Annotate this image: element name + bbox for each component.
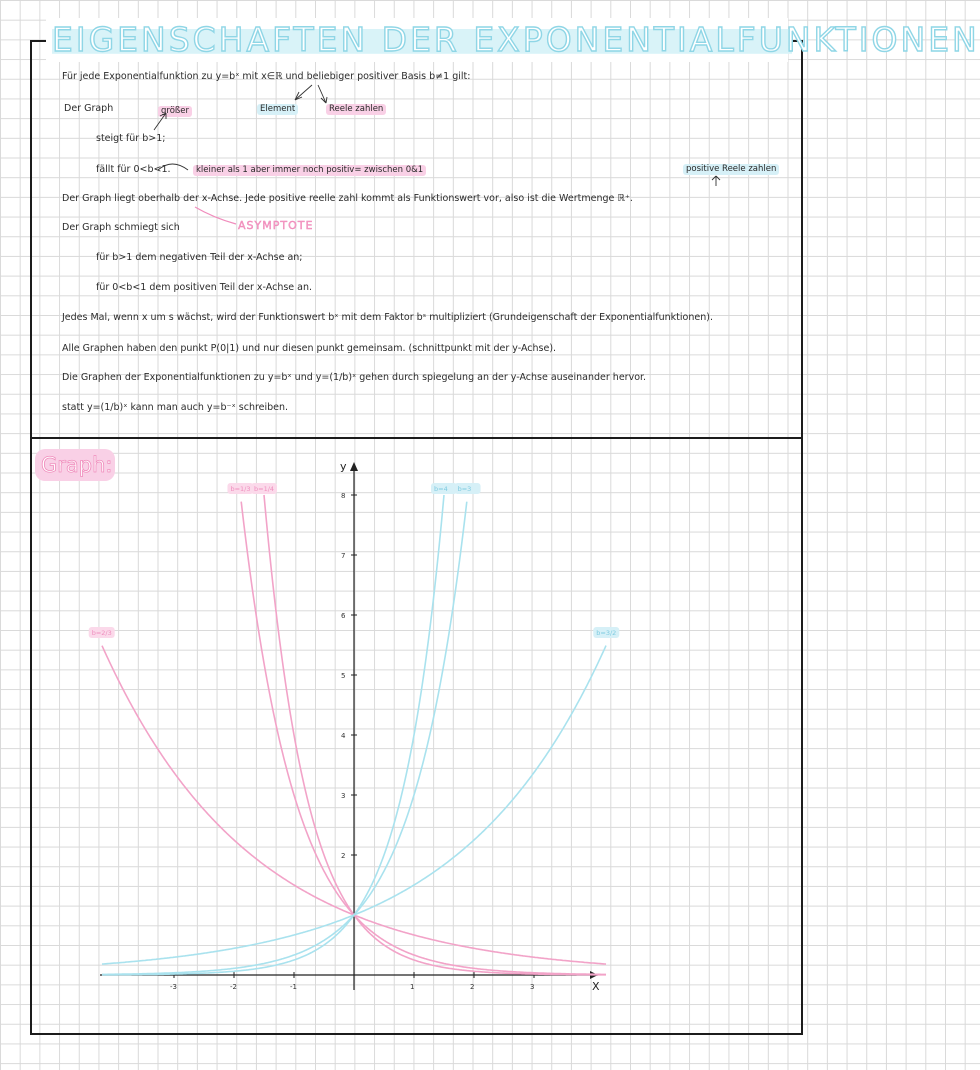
x-tick-label: 2	[470, 983, 475, 991]
series-label: b=3/2	[596, 629, 617, 637]
negativ-text: für b>1 dem negativen Teil der x-Achse an;	[96, 252, 303, 263]
series-line	[264, 495, 606, 975]
annotation-element: Element	[257, 104, 298, 115]
oberhalb-text: Der Graph liegt oberhalb der x-Achse. Jede positive reelle zahl kommt als Funktionswert vor, also ist die Wertmenge ℝ⁺.	[62, 193, 633, 204]
y-tick-label: 5	[341, 672, 346, 680]
y-axis-label: y	[340, 460, 347, 473]
annotation-kleiner: kleiner als 1 aber immer noch positiv= zwischen 0&1	[193, 165, 426, 176]
annotation-asymptote: ASYMPTOTE	[238, 219, 314, 232]
page-title: EIGENSCHAFTEN DER EXPONENTIALFUNKTIONEN	[52, 20, 980, 59]
y-tick-label: 8	[341, 492, 346, 500]
annotation-reele-zahlen: Reele zahlen	[326, 104, 386, 115]
series-label: b=1/3	[230, 485, 251, 493]
graph-label: Graph:	[35, 449, 115, 481]
x-tick-label: 1	[410, 983, 415, 991]
y-tick-label: 7	[341, 552, 346, 560]
schmiegt-text: Der Graph schmiegt sich	[62, 222, 180, 233]
series-label: b=2/3	[91, 629, 112, 637]
x-axis-label: X	[592, 980, 600, 993]
statt-text: statt y=(1/b)ˣ kann man auch y=b⁻ˣ schreiben.	[62, 402, 289, 413]
x-tick-label: -3	[170, 983, 177, 991]
y-tick-label: 6	[341, 612, 346, 620]
spiegelung-text: Die Graphen der Exponentialfunktionen zu y=bˣ und y=(1/b)ˣ gehen durch spiegelung an der y-Achse auseinander hervor.	[62, 372, 647, 383]
series-line	[102, 495, 444, 975]
punkt-text: Alle Graphen haben den punkt P(0|1) und nur diesen punkt gemeinsam. (schnittpunkt mit der y-Achse).	[62, 343, 557, 354]
annotation-positive-reele: positive Reele zahlen	[683, 164, 779, 175]
jedes-mal-text: Jedes Mal, wenn x um s wächst, wird der Funktionswert bˣ mit dem Faktor bˢ multipliziert (Grundeigenschaft der Exponentialfunktionen).	[62, 312, 713, 323]
y-tick-label: 2	[341, 852, 346, 860]
series-line	[241, 502, 606, 975]
series-label: b=1/4	[254, 485, 275, 493]
annotation-groesser: größer	[158, 106, 192, 117]
x-tick-label: 3	[530, 983, 535, 991]
x-tick-label: -1	[290, 983, 297, 991]
steigt-text: steigt für b>1;	[96, 133, 166, 144]
series-label: b=3	[457, 485, 472, 493]
x-tick-label: -2	[230, 983, 237, 991]
graph-heading: Der Graph	[64, 103, 114, 114]
y-tick-label: 4	[341, 732, 346, 740]
series-line	[102, 502, 467, 975]
positiv-text: für 0<b<1 dem positiven Teil der x-Achse an.	[96, 282, 313, 293]
y-axis-arrow	[350, 462, 358, 471]
faellt-text: fällt für 0<b<1.	[96, 164, 171, 175]
intro-text: Für jede Exponentialfunktion zu y=bˣ mit x∈ℝ und beliebiger positiver Basis b≠1 gilt:	[62, 71, 471, 82]
y-tick-label: 3	[341, 792, 346, 800]
series-label: b=4	[434, 485, 448, 493]
